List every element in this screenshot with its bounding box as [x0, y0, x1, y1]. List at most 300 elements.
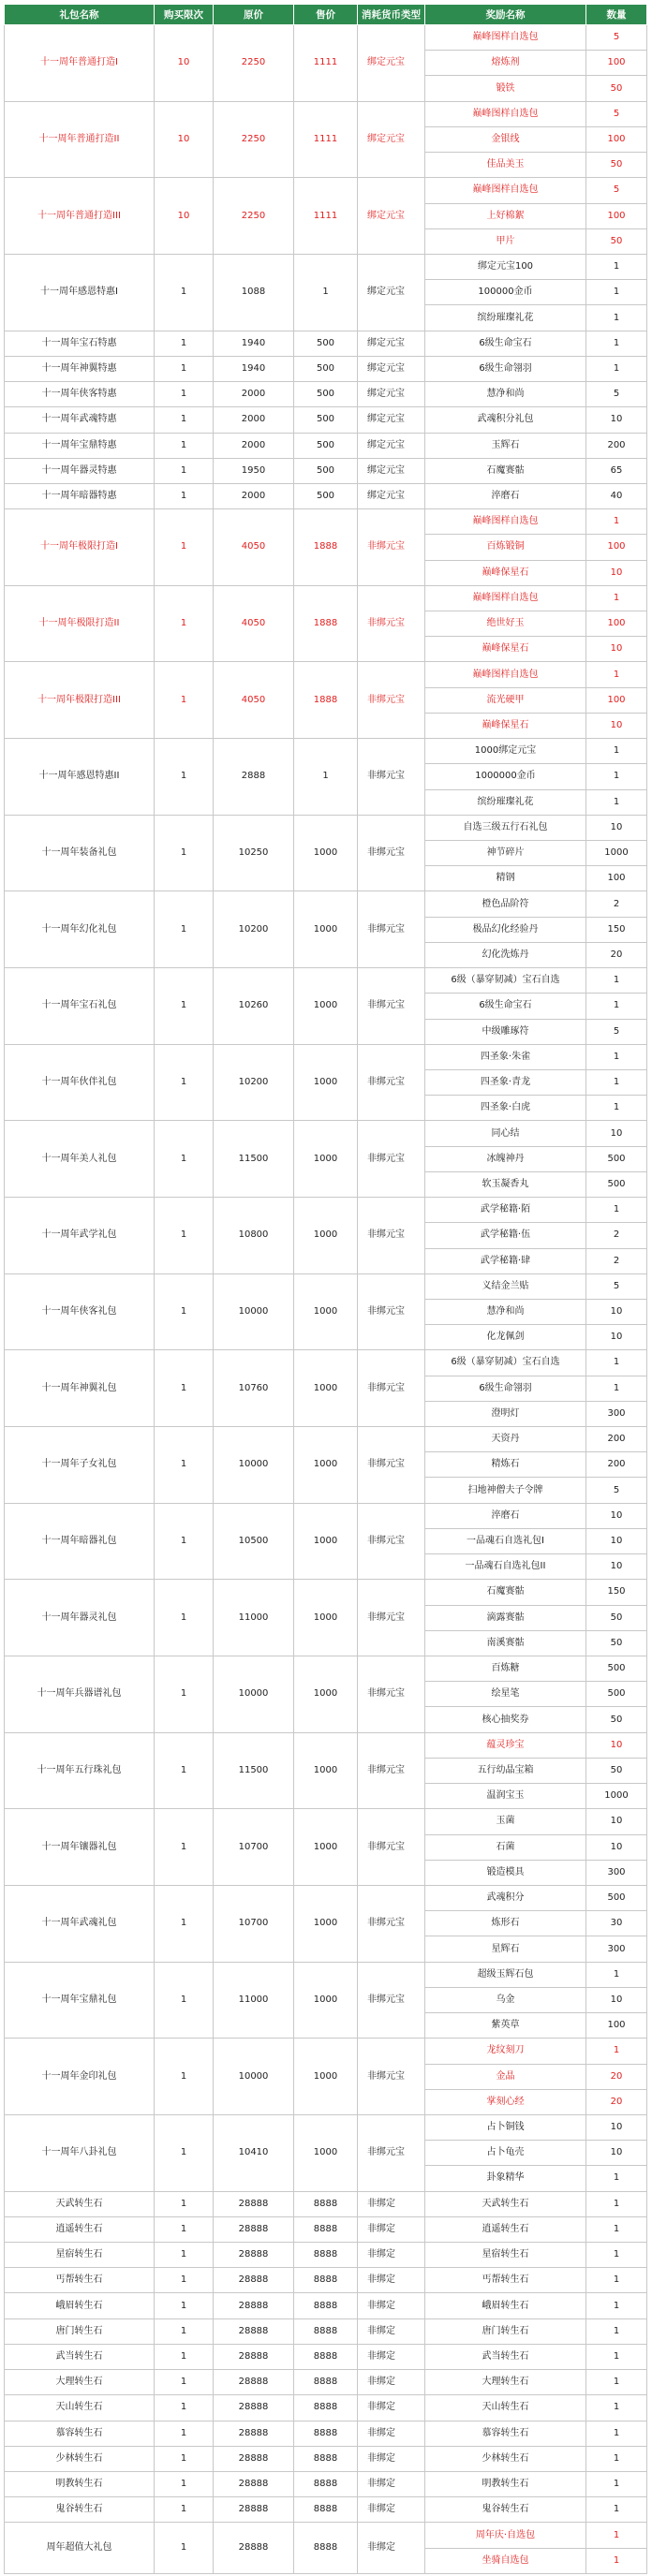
- reward-name-cell: 熔炼剂: [425, 51, 586, 76]
- purchase-limit-cell: 1: [155, 331, 214, 356]
- purchase-limit-cell: 1: [155, 1962, 214, 2039]
- package-name-cell: 丐帮转生石: [5, 2268, 155, 2293]
- reward-quantity-cell: 5: [586, 178, 647, 203]
- currency-type-cell: 非绑元宝: [358, 1044, 425, 1121]
- package-name-cell: 星宿转生石: [5, 2243, 155, 2268]
- reward-name-cell: 极品幻化经验丹: [425, 917, 586, 942]
- package-name-cell: 十一周年金印礼包: [5, 2039, 155, 2115]
- purchase-limit-cell: 1: [155, 509, 214, 586]
- sale-price-cell: 8888: [294, 2370, 358, 2395]
- reward-quantity-cell: 5: [586, 25, 647, 51]
- original-price-cell: 10500: [214, 1503, 294, 1580]
- reward-name-cell: 武魂积分礼包: [425, 407, 586, 433]
- purchase-limit-cell: 1: [155, 1350, 214, 1427]
- table-row: [5, 1350, 647, 1376]
- reward-quantity-cell: 100: [586, 611, 647, 637]
- package-name-cell: 十一周年宝鼎特惠: [5, 433, 155, 458]
- original-price-cell: 10000: [214, 1656, 294, 1733]
- table-row: [5, 1809, 647, 1834]
- currency-type-cell: 非绑定: [358, 2370, 425, 2395]
- reward-name-cell: 玉菌: [425, 1809, 586, 1834]
- gift-package-table: [4, 4, 647, 2574]
- reward-name-cell: 百炼锻铜: [425, 535, 586, 560]
- reward-quantity-cell: 1: [586, 739, 647, 764]
- reward-quantity-cell: 1: [586, 356, 647, 381]
- currency-type-cell: 绑定元宝: [358, 101, 425, 178]
- table-row: [5, 2268, 647, 2293]
- reward-name-cell: 金银线: [425, 126, 586, 152]
- reward-name-cell: 天山转生石: [425, 2395, 586, 2421]
- package-name-cell: 十一周年宝鼎礼包: [5, 1962, 155, 2039]
- sale-price-cell: 1000: [294, 1809, 358, 1886]
- reward-name-cell: 6级生命宝石: [425, 331, 586, 356]
- reward-name-cell: 巅峰图样自选包: [425, 178, 586, 203]
- reward-name-cell: 绘星笔: [425, 1682, 586, 1707]
- reward-name-cell: 四圣象·青龙: [425, 1069, 586, 1095]
- reward-quantity-cell: 100: [586, 535, 647, 560]
- currency-type-cell: 非绑定: [358, 2497, 425, 2523]
- package-name-cell: 少林转生石: [5, 2446, 155, 2471]
- reward-name-cell: 1000000金币: [425, 764, 586, 789]
- reward-quantity-cell: 50: [586, 1605, 647, 1630]
- currency-type-cell: 非绑定: [358, 2268, 425, 2293]
- reward-name-cell: 乌金: [425, 1987, 586, 2012]
- purchase-limit-cell: 1: [155, 2497, 214, 2523]
- reward-quantity-cell: 10: [586, 1809, 647, 1834]
- package-name-cell: 唐门转生石: [5, 2318, 155, 2344]
- header-row: [5, 5, 647, 25]
- reward-quantity-cell: 1: [586, 280, 647, 305]
- purchase-limit-cell: 1: [155, 1885, 214, 1962]
- reward-name-cell: 6级生命翎羽: [425, 356, 586, 381]
- reward-quantity-cell: 5: [586, 1478, 647, 1503]
- reward-quantity-cell: 1: [586, 2268, 647, 2293]
- reward-name-cell: 鬼谷转生石: [425, 2497, 586, 2523]
- sale-price-cell: 1: [294, 739, 358, 816]
- currency-type-cell: 绑定元宝: [358, 483, 425, 508]
- reward-quantity-cell: 200: [586, 1427, 647, 1452]
- reward-quantity-cell: 1: [586, 1069, 647, 1095]
- table-row: [5, 2318, 647, 2344]
- reward-quantity-cell: 1: [586, 662, 647, 687]
- original-price-cell: 10260: [214, 968, 294, 1045]
- reward-quantity-cell: 50: [586, 228, 647, 254]
- header-quantity: 数量: [586, 5, 647, 25]
- sale-price-cell: 8888: [294, 2318, 358, 2344]
- reward-quantity-cell: 300: [586, 1401, 647, 1426]
- table-row: [5, 2114, 647, 2140]
- purchase-limit-cell: 1: [155, 2268, 214, 2293]
- sale-price-cell: 500: [294, 433, 358, 458]
- sale-price-cell: 1000: [294, 1503, 358, 1580]
- original-price-cell: 2000: [214, 483, 294, 508]
- header-purchase-limit: 购买限次: [155, 5, 214, 25]
- currency-type-cell: 非绑定: [358, 2344, 425, 2369]
- reward-name-cell: 锻造模具: [425, 1860, 586, 1885]
- package-name-cell: 十一周年感恩特惠II: [5, 739, 155, 816]
- reward-name-cell: 澄明灯: [425, 1401, 586, 1426]
- original-price-cell: 10200: [214, 1044, 294, 1121]
- reward-name-cell: 石魔赛骷: [425, 1580, 586, 1605]
- currency-type-cell: 绑定元宝: [358, 331, 425, 356]
- sale-price-cell: 1000: [294, 1580, 358, 1656]
- reward-quantity-cell: 1: [586, 2370, 647, 2395]
- reward-quantity-cell: 1: [586, 764, 647, 789]
- reward-quantity-cell: 10: [586, 1325, 647, 1350]
- sale-price-cell: 8888: [294, 2191, 358, 2216]
- reward-quantity-cell: 1: [586, 254, 647, 279]
- reward-quantity-cell: 1: [586, 1376, 647, 1401]
- table-row: [5, 662, 647, 687]
- reward-name-cell: 缤纷璀璨礼花: [425, 305, 586, 331]
- package-name-cell: 天武转生石: [5, 2191, 155, 2216]
- table-row: [5, 1427, 647, 1452]
- table-row: [5, 1732, 647, 1758]
- reward-name-cell: 峨眉转生石: [425, 2293, 586, 2318]
- reward-quantity-cell: 10: [586, 407, 647, 433]
- sale-price-cell: 8888: [294, 2344, 358, 2369]
- package-name-cell: 十一周年极限打造II: [5, 585, 155, 662]
- purchase-limit-cell: 1: [155, 254, 214, 331]
- original-price-cell: 28888: [214, 2243, 294, 2268]
- table-row: [5, 1273, 647, 1299]
- currency-type-cell: 绑定元宝: [358, 382, 425, 407]
- reward-name-cell: 紫英草: [425, 2013, 586, 2039]
- reward-name-cell: 温润宝玉: [425, 1784, 586, 1809]
- sale-price-cell: 500: [294, 458, 358, 483]
- package-name-cell: 武当转生石: [5, 2344, 155, 2369]
- purchase-limit-cell: 1: [155, 2318, 214, 2344]
- purchase-limit-cell: 10: [155, 25, 214, 102]
- currency-type-cell: 非绑元宝: [358, 1809, 425, 1886]
- reward-quantity-cell: 100: [586, 687, 647, 713]
- sale-price-cell: 1888: [294, 662, 358, 739]
- original-price-cell: 28888: [214, 2446, 294, 2471]
- reward-name-cell: 锻铁: [425, 76, 586, 101]
- reward-name-cell: 软玉凝香丸: [425, 1171, 586, 1197]
- reward-quantity-cell: 1: [586, 1350, 647, 1376]
- reward-quantity-cell: 10: [586, 560, 647, 585]
- reward-quantity-cell: 1: [586, 2548, 647, 2573]
- original-price-cell: 28888: [214, 2293, 294, 2318]
- table-row: [5, 2472, 647, 2497]
- reward-quantity-cell: 150: [586, 1580, 647, 1605]
- currency-type-cell: 非绑定: [358, 2523, 425, 2573]
- original-price-cell: 28888: [214, 2268, 294, 2293]
- purchase-limit-cell: 1: [155, 407, 214, 433]
- package-name-cell: 十一周年美人礼包: [5, 1121, 155, 1198]
- purchase-limit-cell: 1: [155, 2344, 214, 2369]
- reward-name-cell: 核心抽奖券: [425, 1707, 586, 1732]
- original-price-cell: 11500: [214, 1121, 294, 1198]
- currency-type-cell: 非绑元宝: [358, 1273, 425, 1350]
- reward-quantity-cell: 5: [586, 382, 647, 407]
- purchase-limit-cell: 1: [155, 1580, 214, 1656]
- currency-type-cell: 非绑元宝: [358, 1121, 425, 1198]
- reward-name-cell: 6级生命宝石: [425, 994, 586, 1019]
- purchase-limit-cell: 1: [155, 2446, 214, 2471]
- reward-name-cell: 甲片: [425, 228, 586, 254]
- reward-quantity-cell: 500: [586, 1682, 647, 1707]
- package-name-cell: 明教转生石: [5, 2472, 155, 2497]
- sale-price-cell: 1000: [294, 1121, 358, 1198]
- sale-price-cell: 1111: [294, 101, 358, 178]
- purchase-limit-cell: 1: [155, 2243, 214, 2268]
- sale-price-cell: 500: [294, 407, 358, 433]
- original-price-cell: 10200: [214, 891, 294, 968]
- reward-name-cell: 掌刻心经: [425, 2089, 586, 2114]
- reward-name-cell: 金晶: [425, 2064, 586, 2089]
- sale-price-cell: 1000: [294, 2114, 358, 2191]
- currency-type-cell: 非绑元宝: [358, 1962, 425, 2039]
- table-row: [5, 509, 647, 535]
- reward-name-cell: 南溪赛骷: [425, 1630, 586, 1656]
- reward-quantity-cell: 5: [586, 101, 647, 126]
- original-price-cell: 1088: [214, 254, 294, 331]
- reward-quantity-cell: 1: [586, 2472, 647, 2497]
- table-row: [5, 2523, 647, 2548]
- reward-quantity-cell: 2: [586, 1248, 647, 1273]
- table-row: [5, 585, 647, 611]
- reward-quantity-cell: 1: [586, 2318, 647, 2344]
- reward-quantity-cell: 10: [586, 1503, 647, 1528]
- reward-quantity-cell: 300: [586, 1860, 647, 1885]
- package-name-cell: 十一周年侠客特惠: [5, 382, 155, 407]
- purchase-limit-cell: 1: [155, 1044, 214, 1121]
- sale-price-cell: 500: [294, 356, 358, 381]
- sale-price-cell: 8888: [294, 2243, 358, 2268]
- currency-type-cell: 非绑定: [358, 2472, 425, 2497]
- original-price-cell: 10410: [214, 2114, 294, 2191]
- reward-name-cell: 巅峰图样自选包: [425, 585, 586, 611]
- original-price-cell: 4050: [214, 509, 294, 586]
- sale-price-cell: 1000: [294, 1044, 358, 1121]
- original-price-cell: 4050: [214, 662, 294, 739]
- reward-name-cell: 自选三级五行石礼包: [425, 815, 586, 840]
- reward-quantity-cell: 200: [586, 1452, 647, 1478]
- table-row: [5, 2293, 647, 2318]
- reward-name-cell: 唐门转生石: [425, 2318, 586, 2344]
- package-name-cell: 周年超值大礼包: [5, 2523, 155, 2573]
- table-row: [5, 2191, 647, 2216]
- reward-name-cell: 淬磨石: [425, 1503, 586, 1528]
- currency-type-cell: 非绑定: [358, 2318, 425, 2344]
- package-name-cell: 十一周年普通打造I: [5, 25, 155, 102]
- reward-name-cell: 慧净和尚: [425, 382, 586, 407]
- reward-name-cell: 绝世好玉: [425, 611, 586, 637]
- sale-price-cell: 8888: [294, 2523, 358, 2573]
- reward-quantity-cell: 1: [586, 2446, 647, 2471]
- reward-quantity-cell: 500: [586, 1146, 647, 1171]
- reward-name-cell: 超级玉辉石包: [425, 1962, 586, 1987]
- table-row: [5, 356, 647, 381]
- package-name-cell: 十一周年武学礼包: [5, 1198, 155, 1274]
- package-name-cell: 十一周年侠客礼包: [5, 1273, 155, 1350]
- table-body: [5, 25, 647, 2574]
- original-price-cell: 11000: [214, 1580, 294, 1656]
- reward-quantity-cell: 2: [586, 891, 647, 917]
- package-name-cell: 十一周年普通打造III: [5, 178, 155, 255]
- original-price-cell: 2000: [214, 382, 294, 407]
- reward-quantity-cell: 1: [586, 2293, 647, 2318]
- reward-name-cell: 武学秘籍·陌: [425, 1198, 586, 1223]
- package-name-cell: 十一周年感恩特惠I: [5, 254, 155, 331]
- package-name-cell: 十一周年武魂礼包: [5, 1885, 155, 1962]
- reward-name-cell: 扫地神僧夫子令牌: [425, 1478, 586, 1503]
- reward-quantity-cell: 40: [586, 483, 647, 508]
- reward-name-cell: 慧净和尚: [425, 1299, 586, 1324]
- header-sale-price: 售价: [294, 5, 358, 25]
- purchase-limit-cell: 1: [155, 2293, 214, 2318]
- purchase-limit-cell: 1: [155, 382, 214, 407]
- reward-quantity-cell: 100: [586, 2013, 647, 2039]
- original-price-cell: 28888: [214, 2344, 294, 2369]
- reward-name-cell: 星宿转生石: [425, 2243, 586, 2268]
- original-price-cell: 2000: [214, 433, 294, 458]
- reward-name-cell: 同心结: [425, 1121, 586, 1146]
- purchase-limit-cell: 1: [155, 2523, 214, 2573]
- reward-name-cell: 四圣象·白虎: [425, 1096, 586, 1121]
- currency-type-cell: 绑定元宝: [358, 458, 425, 483]
- currency-type-cell: 非绑元宝: [358, 1732, 425, 1809]
- purchase-limit-cell: 1: [155, 1656, 214, 1733]
- package-name-cell: 十一周年五行珠礼包: [5, 1732, 155, 1809]
- sale-price-cell: 1: [294, 254, 358, 331]
- reward-name-cell: 滴露赛骷: [425, 1605, 586, 1630]
- sale-price-cell: 1000: [294, 815, 358, 891]
- sale-price-cell: 1000: [294, 1427, 358, 1504]
- reward-quantity-cell: 100: [586, 866, 647, 891]
- currency-type-cell: 非绑定: [358, 2446, 425, 2471]
- purchase-limit-cell: 1: [155, 815, 214, 891]
- reward-name-cell: 占卜铜钱: [425, 2114, 586, 2140]
- reward-name-cell: 炼形石: [425, 1911, 586, 1936]
- currency-type-cell: 非绑定: [358, 2243, 425, 2268]
- reward-name-cell: 玉辉石: [425, 433, 586, 458]
- purchase-limit-cell: 1: [155, 1121, 214, 1198]
- table-row: [5, 407, 647, 433]
- reward-name-cell: 大理转生石: [425, 2370, 586, 2395]
- currency-type-cell: 非绑元宝: [358, 739, 425, 816]
- currency-type-cell: 非绑元宝: [358, 1580, 425, 1656]
- original-price-cell: 28888: [214, 2395, 294, 2421]
- original-price-cell: 10000: [214, 1427, 294, 1504]
- sale-price-cell: 1000: [294, 1350, 358, 1427]
- reward-quantity-cell: 10: [586, 1528, 647, 1553]
- purchase-limit-cell: 1: [155, 458, 214, 483]
- reward-name-cell: 化龙佩剑: [425, 1325, 586, 1350]
- package-name-cell: 十一周年宝石特惠: [5, 331, 155, 356]
- table-row: [5, 101, 647, 126]
- package-name-cell: 十一周年幻化礼包: [5, 891, 155, 968]
- reward-quantity-cell: 300: [586, 1936, 647, 1962]
- reward-name-cell: 巅峰图样自选包: [425, 101, 586, 126]
- original-price-cell: 4050: [214, 585, 294, 662]
- package-name-cell: 十一周年暗器特惠: [5, 483, 155, 508]
- table-row: [5, 2039, 647, 2064]
- reward-name-cell: 四圣象·朱雀: [425, 1044, 586, 1069]
- reward-name-cell: 巅峰图样自选包: [425, 662, 586, 687]
- reward-quantity-cell: 1: [586, 1096, 647, 1121]
- reward-name-cell: 星辉石: [425, 1936, 586, 1962]
- purchase-limit-cell: 1: [155, 739, 214, 816]
- table-row: [5, 458, 647, 483]
- currency-type-cell: 非绑元宝: [358, 1656, 425, 1733]
- purchase-limit-cell: 1: [155, 433, 214, 458]
- package-name-cell: 十一周年普通打造II: [5, 101, 155, 178]
- reward-quantity-cell: 1: [586, 1044, 647, 1069]
- package-name-cell: 十一周年武魂特惠: [5, 407, 155, 433]
- reward-quantity-cell: 1: [586, 509, 647, 535]
- reward-name-cell: 精钢: [425, 866, 586, 891]
- currency-type-cell: 非绑元宝: [358, 891, 425, 968]
- reward-quantity-cell: 1: [586, 2216, 647, 2242]
- reward-name-cell: 巅峰保星石: [425, 560, 586, 585]
- reward-name-cell: 上好棉絮: [425, 203, 586, 228]
- reward-name-cell: 石菌: [425, 1834, 586, 1860]
- reward-quantity-cell: 10: [586, 1732, 647, 1758]
- reward-name-cell: 五行幼晶宝箱: [425, 1758, 586, 1783]
- currency-type-cell: 绑定元宝: [358, 407, 425, 433]
- reward-quantity-cell: 1: [586, 2395, 647, 2421]
- currency-type-cell: 非绑元宝: [358, 815, 425, 891]
- purchase-limit-cell: 1: [155, 2395, 214, 2421]
- purchase-limit-cell: 1: [155, 585, 214, 662]
- table-row: [5, 1656, 647, 1682]
- sale-price-cell: 1000: [294, 1885, 358, 1962]
- package-name-cell: 慕容转生石: [5, 2421, 155, 2446]
- table-row: [5, 891, 647, 917]
- table-row: [5, 1044, 647, 1069]
- table-row: [5, 815, 647, 840]
- reward-name-cell: 慕容转生石: [425, 2421, 586, 2446]
- reward-quantity-cell: 1: [586, 994, 647, 1019]
- original-price-cell: 1940: [214, 356, 294, 381]
- reward-quantity-cell: 1: [586, 2344, 647, 2369]
- reward-quantity-cell: 1: [586, 1962, 647, 1987]
- purchase-limit-cell: 1: [155, 2472, 214, 2497]
- original-price-cell: 28888: [214, 2421, 294, 2446]
- original-price-cell: 10000: [214, 2039, 294, 2115]
- purchase-limit-cell: 1: [155, 968, 214, 1045]
- reward-quantity-cell: 500: [586, 1656, 647, 1682]
- reward-quantity-cell: 10: [586, 2114, 647, 2140]
- reward-name-cell: 巅峰保星石: [425, 713, 586, 738]
- original-price-cell: 10760: [214, 1350, 294, 1427]
- reward-quantity-cell: 10: [586, 1121, 647, 1146]
- reward-quantity-cell: 200: [586, 433, 647, 458]
- currency-type-cell: 非绑定: [358, 2216, 425, 2242]
- package-name-cell: 十一周年神翼礼包: [5, 1350, 155, 1427]
- reward-name-cell: 龙纹刻刀: [425, 2039, 586, 2064]
- sale-price-cell: 8888: [294, 2293, 358, 2318]
- reward-quantity-cell: 5: [586, 1273, 647, 1299]
- purchase-limit-cell: 10: [155, 178, 214, 255]
- table-row: [5, 331, 647, 356]
- table-row: [5, 2344, 647, 2369]
- sale-price-cell: 1888: [294, 509, 358, 586]
- original-price-cell: 1940: [214, 331, 294, 356]
- reward-quantity-cell: 1: [586, 2191, 647, 2216]
- package-name-cell: 十一周年装备礼包: [5, 815, 155, 891]
- purchase-limit-cell: 1: [155, 2191, 214, 2216]
- sale-price-cell: 1000: [294, 1732, 358, 1809]
- reward-quantity-cell: 10: [586, 1987, 647, 2012]
- original-price-cell: 28888: [214, 2191, 294, 2216]
- header-reward-name: 奖励名称: [425, 5, 586, 25]
- package-name-cell: 峨眉转生石: [5, 2293, 155, 2318]
- package-name-cell: 大理转生石: [5, 2370, 155, 2395]
